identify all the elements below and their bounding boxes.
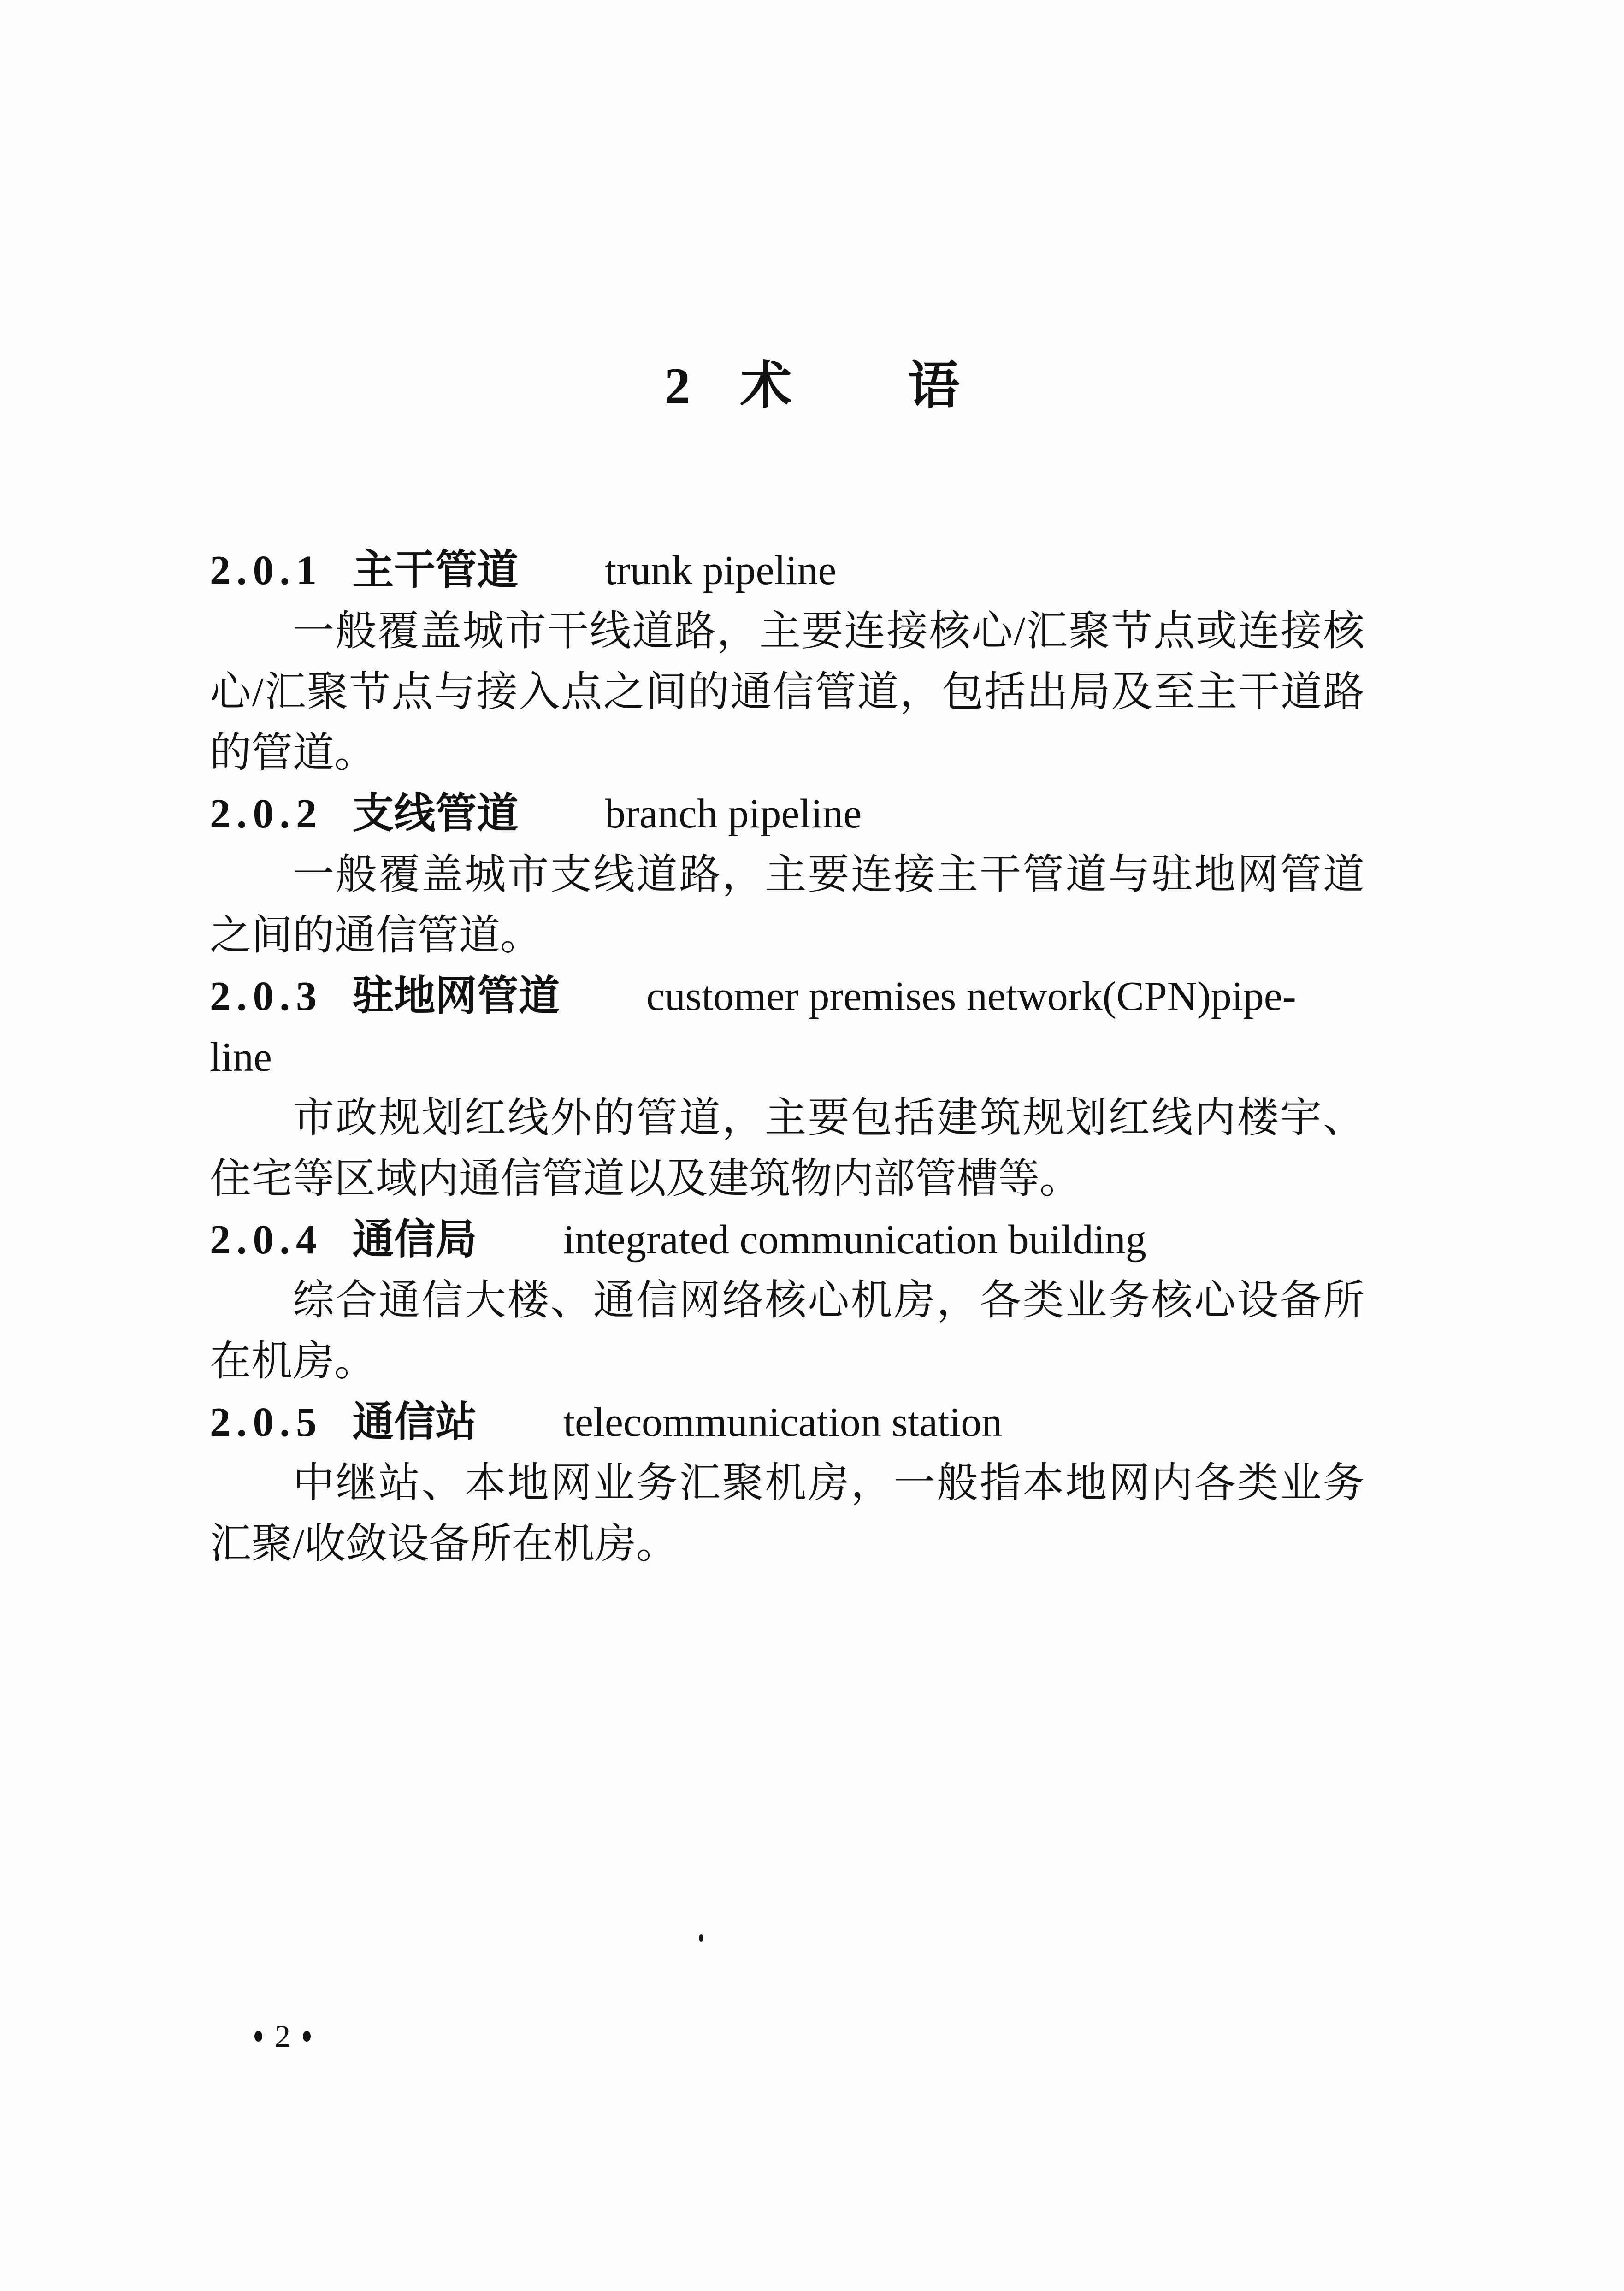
footer-page-number: 2 [275,2019,290,2054]
term-heading [210,540,1364,601]
term-definition: 市政规划红线外的管道，主要包括建筑规划红线内楼宇、住宅等区域内通信管道以及建筑物内部管槽等。 [210,1095,1364,1202]
term-heading [210,966,1364,1027]
term-chinese: 通信局 [352,1217,477,1263]
term-chinese: 支线管道 [352,791,519,837]
term-english: integrated communication building [563,1217,1146,1263]
term-section-2-0-4 [210,1210,1364,1392]
footer-dot-left-icon [254,2031,262,2042]
term-number: 2.0.2 [210,791,323,837]
chapter-title-word-2: 语 [908,358,960,415]
term-english: telecommunication station [563,1399,1003,1445]
term-number: 2.0.5 [210,1399,323,1445]
term-definition: 中继站、本地网业务汇聚机房，一般指本地网内各类业务汇聚/收敛设备所在机房。 [210,1460,1364,1567]
term-section-2-0-1 [210,540,1364,784]
term-english: trunk pipeline [605,548,837,593]
term-heading [210,1210,1364,1270]
term-definition: 一般覆盖城市支线道路，主要连接主干管道与驻地网管道之间的通信管道。 [210,852,1364,958]
term-english: customer premises network(CPN)pipe- [646,974,1296,1019]
term-english-continuation: line [210,1034,272,1080]
terms-list [210,540,1364,1575]
term-definition: 一般覆盖城市干线道路，主要连接核心/汇聚节点或连接核心/汇聚节点与接入点之间的通信管道，包括出局及至主干道路的管道。 [210,608,1364,776]
stray-ink-dot [699,1934,703,1942]
page-footer [254,2019,311,2054]
term-heading [210,1392,1364,1453]
term-section-2-0-5 [210,1392,1364,1575]
term-number: 2.0.1 [210,548,323,593]
term-chinese: 通信站 [352,1399,477,1445]
footer-dot-right-icon [303,2031,311,2042]
chapter-title-word-1: 术 [740,358,792,415]
term-number: 2.0.4 [210,1217,323,1263]
term-heading [210,784,1364,844]
term-section-2-0-3 [210,966,1364,1210]
term-section-2-0-2 [210,784,1364,966]
chapter-title [0,354,1624,419]
chapter-number: 2 [664,358,691,415]
term-definition: 综合通信大楼、通信网络核心机房，各类业务核心设备所在机房。 [210,1278,1364,1384]
term-number: 2.0.3 [210,974,323,1019]
term-chinese: 主干管道 [352,548,519,593]
term-english: branch pipeline [605,791,862,837]
term-chinese: 驻地网管道 [352,974,560,1019]
